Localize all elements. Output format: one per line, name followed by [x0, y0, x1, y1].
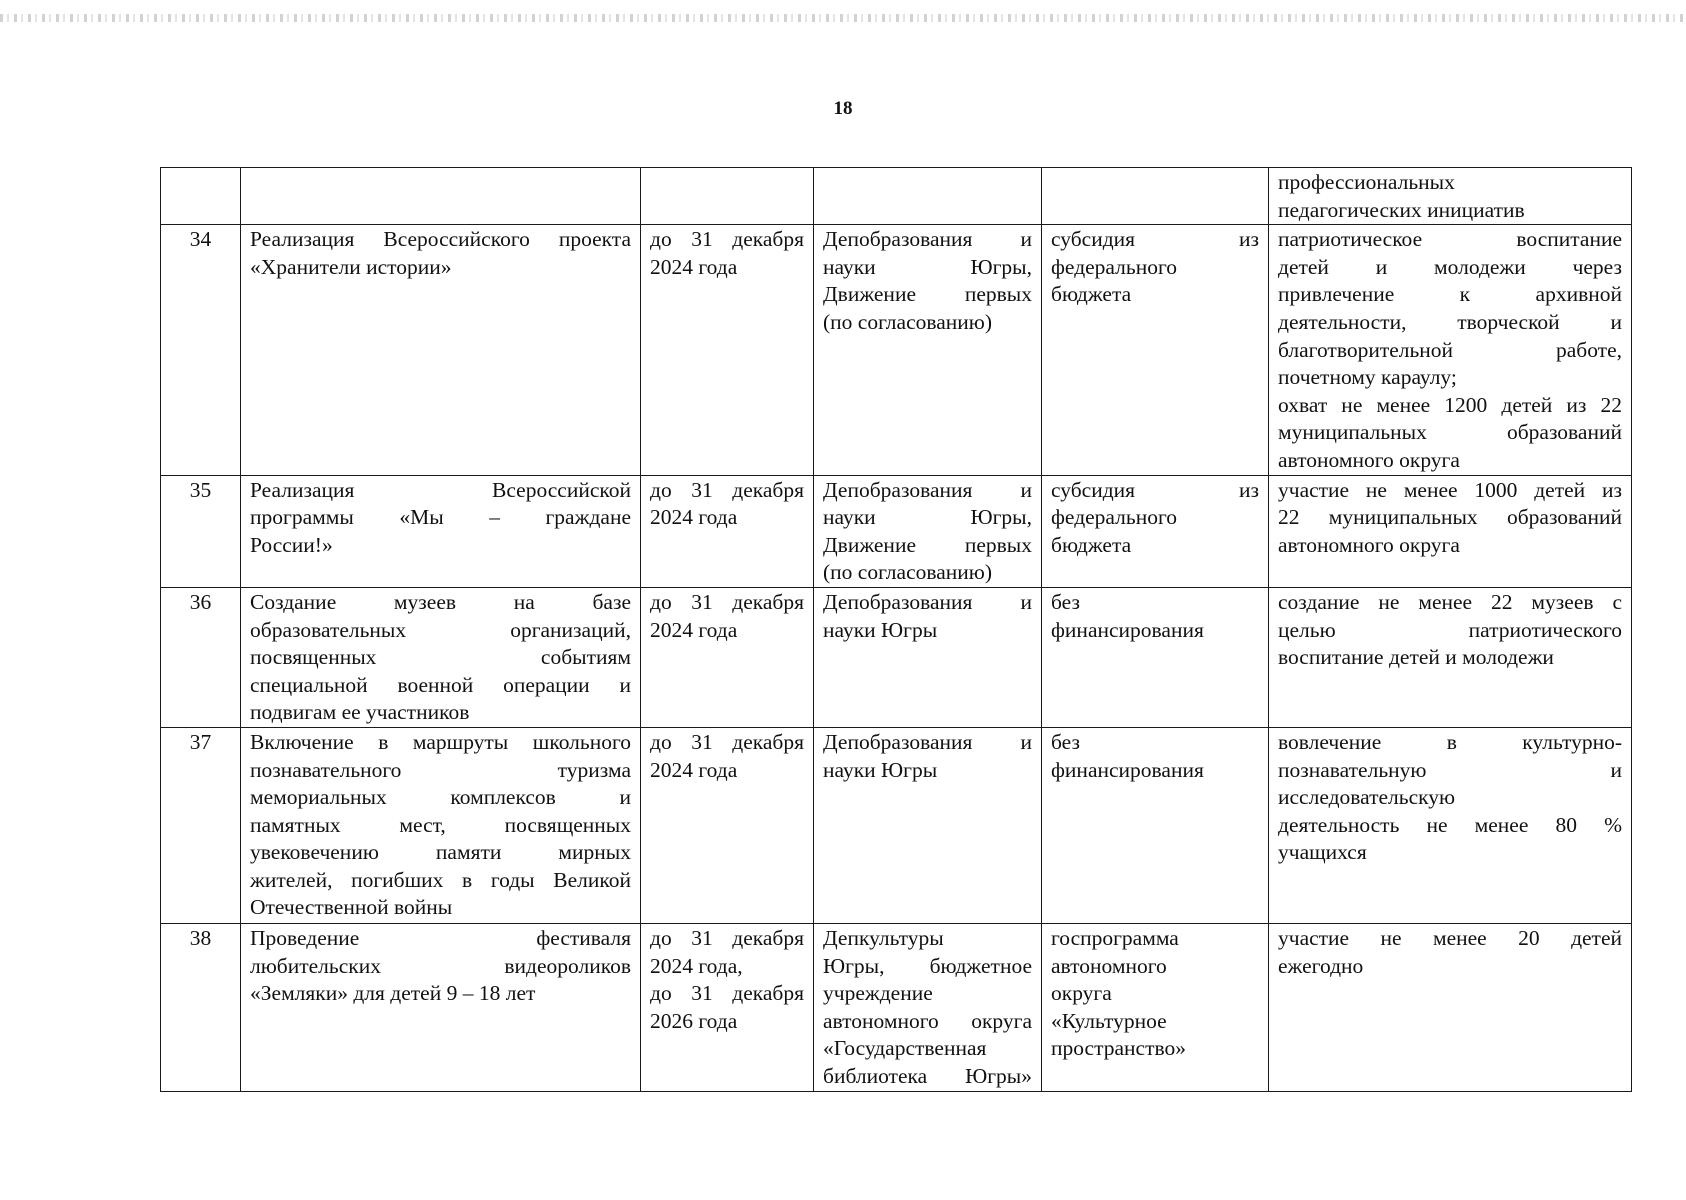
text-line: 2024 года — [650, 617, 738, 642]
text-line: Депкультуры — [823, 925, 944, 950]
text-line: науки Югры — [823, 617, 938, 642]
text-line: библиотека Югры» — [823, 1063, 1032, 1088]
text-line: детей и молодежи через — [1278, 254, 1622, 279]
table-row — [161, 727, 1632, 923]
text-line: до 31 декабря — [650, 981, 804, 1006]
text-line: 2024 года — [650, 254, 738, 279]
cell-deadline — [641, 225, 814, 475]
cell-event — [241, 225, 641, 475]
text-line: Реализация Всероссийского проекта — [250, 227, 631, 252]
text-line: посвященных событиям — [250, 645, 631, 670]
text-line: увековечению памяти мирных — [250, 840, 631, 865]
text-line: учреждение — [823, 981, 933, 1006]
text-line: «Государственная — [823, 1036, 987, 1061]
text-line: деятельности, творческой и — [1278, 309, 1622, 334]
text-line: Отечественной войны — [250, 895, 453, 920]
cell-funding — [1042, 475, 1269, 587]
text-line: учащихся — [1278, 840, 1367, 865]
text-line: Движение первых — [823, 282, 1032, 307]
table-row — [161, 225, 1632, 475]
text-line: жителей, погибших в годы Великой — [250, 867, 631, 892]
text-line: памятных мест, посвященных — [250, 812, 631, 837]
text-line: Включение в маршруты школьного — [250, 729, 631, 754]
cell-responsible — [814, 225, 1042, 475]
text-line: деятельность не менее 80 % — [1278, 812, 1622, 837]
text-line: Движение первых — [823, 532, 1032, 557]
text-line: науки Югры, — [823, 254, 1032, 279]
text-line: федерального — [1051, 254, 1177, 279]
text-line: специальной военной операции и — [250, 672, 631, 697]
cell-result — [1269, 587, 1632, 727]
cell-deadline — [641, 475, 814, 587]
text-line: без — [1051, 589, 1080, 614]
text-line: 22 муниципальных образований — [1278, 505, 1622, 530]
text-line: России!» — [250, 532, 333, 557]
cell-funding — [1042, 587, 1269, 727]
text-line: до 31 декабря — [650, 925, 804, 950]
text-line: (по согласованию) — [823, 560, 993, 585]
cell-result — [1269, 923, 1632, 1091]
text-line: «Культурное — [1051, 1008, 1167, 1033]
text-line: благотворительной работе, — [1278, 337, 1622, 362]
text-line: Депобразования и — [823, 477, 1032, 502]
cell-funding — [1042, 923, 1269, 1091]
cell-responsible — [814, 727, 1042, 923]
text-line: мемориальных комплексов и — [250, 785, 631, 810]
text-line: бюджета — [1051, 532, 1132, 557]
text-line: почетному караулу; — [1278, 365, 1457, 390]
cell-event — [241, 168, 641, 225]
cell-num: 36 — [161, 587, 241, 727]
cell-result — [1269, 168, 1632, 225]
cell-deadline — [641, 727, 814, 923]
text-line: ежегодно — [1278, 953, 1364, 978]
text-line: субсидия из — [1051, 477, 1259, 502]
text-line: охват не менее 1200 детей из 22 — [1278, 392, 1622, 417]
text-line: до 31 декабря — [650, 227, 804, 252]
text-line: подвигам ее участников — [250, 700, 470, 725]
activities-table — [160, 167, 1632, 1092]
cell-funding — [1042, 168, 1269, 225]
text-line: Проведение фестиваля — [250, 925, 631, 950]
text-line: образовательных организаций, — [250, 617, 631, 642]
text-line: бюджета — [1051, 282, 1132, 307]
text-line: познавательного туризма — [250, 757, 631, 782]
text-line: Депобразования и — [823, 729, 1032, 754]
cell-result — [1269, 727, 1632, 923]
text-line: привлечение к архивной — [1278, 282, 1622, 307]
text-line: создание не менее 22 музеев с — [1278, 589, 1622, 614]
text-line: до 31 декабря — [650, 477, 804, 502]
text-line: до 31 декабря — [650, 589, 804, 614]
cell-num: 35 — [161, 475, 241, 587]
cell-num: 34 — [161, 225, 241, 475]
cell-num: 37 — [161, 727, 241, 923]
text-line: 2024 года — [650, 505, 738, 530]
text-line: «Земляки» для детей 9 – 18 лет — [250, 981, 536, 1006]
cell-responsible — [814, 475, 1042, 587]
table-row — [161, 475, 1632, 587]
text-line: автономного округа — [1278, 447, 1460, 472]
text-line: педагогических инициатив — [1278, 197, 1525, 222]
cell-deadline — [641, 587, 814, 727]
text-line: исследовательскую — [1278, 785, 1456, 810]
text-line: участие не менее 20 детей — [1278, 925, 1622, 950]
text-line: автономного округа — [1278, 532, 1460, 557]
text-line: округа — [1051, 981, 1112, 1006]
cell-event — [241, 587, 641, 727]
text-line: вовлечение в культурно- — [1278, 729, 1622, 754]
text-line: любительских видеороликов — [250, 953, 631, 978]
cell-funding — [1042, 225, 1269, 475]
text-line: без — [1051, 729, 1080, 754]
cell-num: 38 — [161, 923, 241, 1091]
text-line: пространство» — [1051, 1036, 1186, 1061]
cell-deadline — [641, 168, 814, 225]
text-line: участие не менее 1000 детей из — [1278, 477, 1622, 502]
text-line: патриотическое воспитание — [1278, 227, 1622, 252]
text-line: «Хранители истории» — [250, 254, 452, 279]
cell-responsible — [814, 923, 1042, 1091]
text-line: воспитание детей и молодежи — [1278, 645, 1554, 670]
text-line: профессиональных — [1278, 170, 1455, 194]
text-line: госпрограмма — [1051, 925, 1179, 950]
text-line: Реализация Всероссийской — [250, 477, 631, 502]
cell-deadline — [641, 923, 814, 1091]
text-line: Депобразования и — [823, 589, 1032, 614]
text-line: до 31 декабря — [650, 729, 804, 754]
cell-result — [1269, 475, 1632, 587]
table-row-continuation — [161, 168, 1632, 225]
scan-edge-artifact — [0, 14, 1686, 22]
text-line: науки Югры — [823, 757, 938, 782]
text-line: 2024 года — [650, 757, 738, 782]
text-line: Создание музеев на базе — [250, 589, 631, 614]
cell-event — [241, 727, 641, 923]
page-number: 18 — [833, 98, 853, 119]
text-line: 2024 года, — [650, 953, 743, 978]
text-line: муниципальных образований — [1278, 420, 1622, 445]
cell-funding — [1042, 727, 1269, 923]
text-line: познавательную и — [1278, 757, 1622, 782]
cell-result — [1269, 225, 1632, 475]
text-line: науки Югры, — [823, 505, 1032, 530]
text-line: 2026 года — [650, 1008, 738, 1033]
cell-responsible — [814, 587, 1042, 727]
text-line: финансирования — [1051, 757, 1204, 782]
cell-event — [241, 475, 641, 587]
text-line: (по согласованию) — [823, 309, 993, 334]
table-row — [161, 923, 1632, 1091]
cell-event — [241, 923, 641, 1091]
cell-responsible — [814, 168, 1042, 225]
text-line: федерального — [1051, 505, 1177, 530]
text-line: Югры, бюджетное — [823, 953, 1032, 978]
text-line: автономного — [1051, 953, 1167, 978]
text-line: финансирования — [1051, 617, 1204, 642]
table-row — [161, 587, 1632, 727]
text-line: автономного округа — [823, 1008, 1032, 1033]
text-line: программы «Мы – граждане — [250, 505, 631, 530]
cell-num — [161, 168, 241, 225]
text-line: субсидия из — [1051, 227, 1259, 252]
text-line: Депобразования и — [823, 227, 1032, 252]
text-line: целью патриотического — [1278, 617, 1622, 642]
